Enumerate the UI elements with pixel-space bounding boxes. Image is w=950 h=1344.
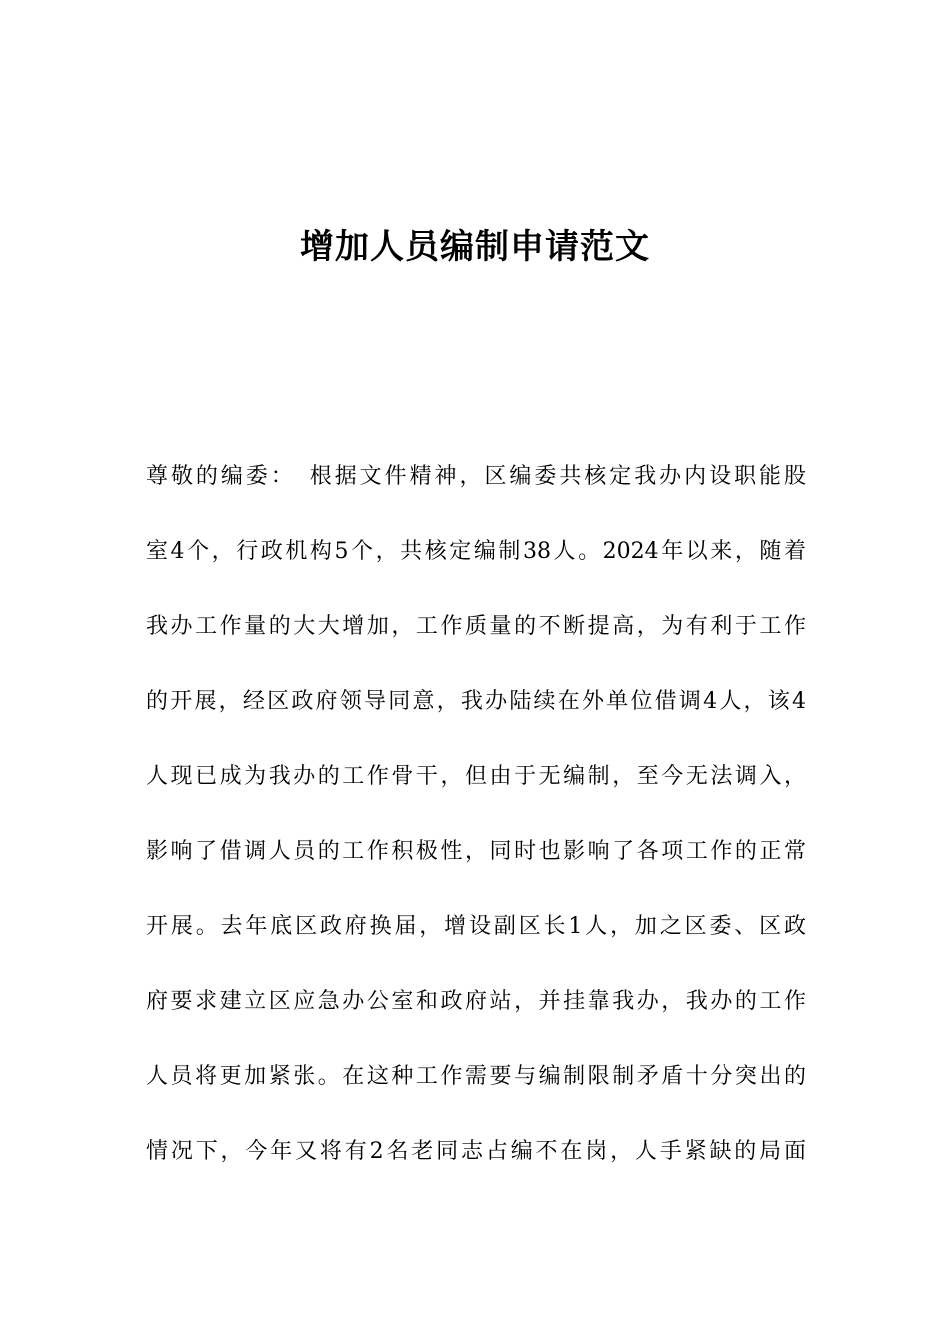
body-line: 人员将更加紧张。在这种工作需要与编制限制矛盾十分突出的 <box>146 1064 806 1089</box>
body-line: 府要求建立区应急办公室和政府站，并挂靠我办，我办的工作 <box>146 989 806 1014</box>
body-line: 情况下，今年又将有2名老同志占编不在岗，人手紧缺的局面 <box>146 1139 806 1164</box>
body-line: 的开展，经区政府领导同意，我办陆续在外单位借调4人，该4 <box>146 689 806 714</box>
body-line: 我办工作量的大大增加，工作质量的不断提高，为有利于工作 <box>146 614 806 639</box>
document-title: 增加人员编制申请范文 <box>300 227 650 267</box>
body-line: 开展。去年底区政府换届，增设副区长1人，加之区委、区政 <box>146 914 806 939</box>
body-line: 尊敬的编委： 根据文件精神，区编委共核定我办内设职能股 <box>146 464 806 489</box>
body-line: 室4个，行政机构5个，共核定编制38人。2024年以来，随着 <box>146 539 806 564</box>
document-body <box>146 452 806 1202</box>
body-line: 人现已成为我办的工作骨干，但由于无编制，至今无法调入， <box>146 764 806 789</box>
body-line: 影响了借调人员的工作积极性，同时也影响了各项工作的正常 <box>146 839 806 864</box>
